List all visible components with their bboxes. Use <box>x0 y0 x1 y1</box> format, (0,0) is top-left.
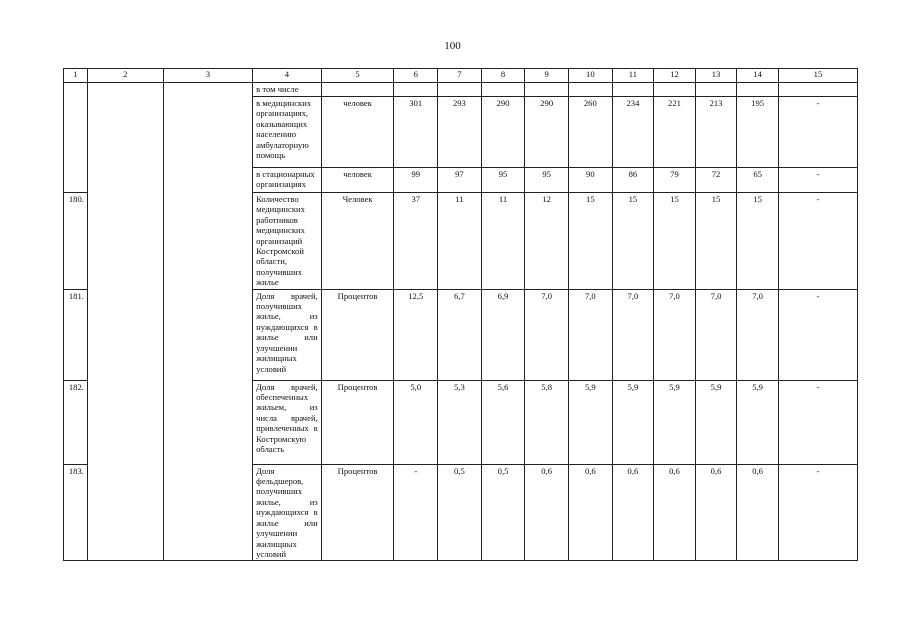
empty-cell <box>87 289 163 380</box>
column-header: 7 <box>438 69 482 83</box>
value-cell: 5,8 <box>525 380 569 464</box>
value-cell <box>525 83 569 97</box>
page-number: 100 <box>444 40 461 52</box>
value-cell: 7,0 <box>654 289 696 380</box>
value-cell: 260 <box>569 97 613 168</box>
value-cell: - <box>394 464 438 561</box>
empty-cell <box>87 168 163 193</box>
value-cell: 15 <box>695 193 737 290</box>
unit-cell: Процентов <box>321 380 394 464</box>
column-header: 9 <box>525 69 569 83</box>
column-header: 8 <box>481 69 525 83</box>
empty-cell <box>163 83 252 97</box>
row-number-cell <box>64 97 88 168</box>
value-cell: 290 <box>525 97 569 168</box>
column-header: 13 <box>695 69 737 83</box>
indicator-cell: Доля врачей, обеспеченных жильем, из числа врачей, привлеченных в Костромскую область <box>253 380 322 464</box>
indicators-table <box>63 68 858 561</box>
col15-cell: - <box>778 193 857 290</box>
empty-cell <box>87 464 163 561</box>
value-cell: 12,5 <box>394 289 438 380</box>
indicator-cell: Доля фельдшеров, получивших жилье, из нуждающихся в жилье или улучшении жилищных условий <box>253 464 322 561</box>
value-cell: 7,0 <box>525 289 569 380</box>
value-cell: 0,5 <box>481 464 525 561</box>
indicator-cell: Доля врачей, получивших жилье, из нуждающихся в жилье или улучшении жилищных условий <box>253 289 322 380</box>
empty-cell <box>163 464 252 561</box>
value-cell: 11 <box>481 193 525 290</box>
value-cell <box>438 83 482 97</box>
value-cell: 7,0 <box>737 289 779 380</box>
empty-cell <box>163 97 252 168</box>
value-cell: 5,9 <box>737 380 779 464</box>
indicator-cell: в медицинских организациях, оказывающих населению амбулаторную помощь <box>253 97 322 168</box>
empty-cell <box>87 193 163 290</box>
col15-cell: - <box>778 464 857 561</box>
col15-cell <box>778 83 857 97</box>
value-cell: 65 <box>737 168 779 193</box>
table-row <box>64 289 858 380</box>
value-cell: 0,6 <box>612 464 654 561</box>
table-row <box>64 97 858 168</box>
column-header: 4 <box>253 69 322 83</box>
unit-cell: Человек <box>321 193 394 290</box>
value-cell: 213 <box>695 97 737 168</box>
col15-cell: - <box>778 168 857 193</box>
value-cell: 0,6 <box>654 464 696 561</box>
value-cell: 7,0 <box>695 289 737 380</box>
value-cell <box>695 83 737 97</box>
column-header: 1 <box>64 69 88 83</box>
value-cell <box>481 83 525 97</box>
value-cell: 12 <box>525 193 569 290</box>
value-cell: 5,9 <box>695 380 737 464</box>
unit-cell: Процентов <box>321 289 394 380</box>
value-cell: 5,3 <box>438 380 482 464</box>
value-cell: 0,6 <box>525 464 569 561</box>
row-number-cell <box>64 168 88 193</box>
empty-cell <box>87 380 163 464</box>
value-cell: 11 <box>438 193 482 290</box>
empty-cell <box>163 193 252 290</box>
indicator-cell: Количество медицинских работников медицинских организаций Костромской области, получивших жилье <box>253 193 322 290</box>
value-cell: 7,0 <box>612 289 654 380</box>
value-cell: 90 <box>569 168 613 193</box>
value-cell: 15 <box>612 193 654 290</box>
indicator-cell: в стационарных организациях <box>253 168 322 193</box>
value-cell: 86 <box>612 168 654 193</box>
column-header: 2 <box>87 69 163 83</box>
column-header: 15 <box>778 69 857 83</box>
column-header: 12 <box>654 69 696 83</box>
value-cell: 95 <box>525 168 569 193</box>
value-cell: 293 <box>438 97 482 168</box>
value-cell <box>654 83 696 97</box>
value-cell: 37 <box>394 193 438 290</box>
value-cell: 15 <box>654 193 696 290</box>
value-cell: 221 <box>654 97 696 168</box>
column-number-header-row <box>64 69 858 83</box>
unit-cell: Процентов <box>321 464 394 561</box>
column-header: 10 <box>569 69 613 83</box>
col15-cell: - <box>778 97 857 168</box>
empty-cell <box>87 83 163 97</box>
row-number-cell: 182. <box>64 380 88 464</box>
unit-cell <box>321 83 394 97</box>
column-header: 3 <box>163 69 252 83</box>
table-row <box>64 83 858 97</box>
table-row <box>64 193 858 290</box>
value-cell <box>394 83 438 97</box>
empty-cell <box>163 380 252 464</box>
value-cell: 15 <box>569 193 613 290</box>
table-row <box>64 380 858 464</box>
row-number-cell <box>64 83 88 97</box>
value-cell: 290 <box>481 97 525 168</box>
value-cell: 5,6 <box>481 380 525 464</box>
value-cell: 0,6 <box>695 464 737 561</box>
value-cell: 5,0 <box>394 380 438 464</box>
value-cell: 95 <box>481 168 525 193</box>
empty-cell <box>163 289 252 380</box>
unit-cell: человек <box>321 97 394 168</box>
value-cell: 0,5 <box>438 464 482 561</box>
value-cell: 79 <box>654 168 696 193</box>
value-cell: 301 <box>394 97 438 168</box>
value-cell: 72 <box>695 168 737 193</box>
empty-cell <box>87 97 163 168</box>
column-header: 11 <box>612 69 654 83</box>
value-cell <box>737 83 779 97</box>
row-number-cell: 181. <box>64 289 88 380</box>
value-cell: 234 <box>612 97 654 168</box>
value-cell: 6,7 <box>438 289 482 380</box>
value-cell: 195 <box>737 97 779 168</box>
col15-cell: - <box>778 289 857 380</box>
value-cell: 99 <box>394 168 438 193</box>
value-cell <box>612 83 654 97</box>
column-header: 14 <box>737 69 779 83</box>
column-header: 6 <box>394 69 438 83</box>
col15-cell: - <box>778 380 857 464</box>
value-cell: 15 <box>737 193 779 290</box>
value-cell: 5,9 <box>612 380 654 464</box>
value-cell: 5,9 <box>654 380 696 464</box>
row-number-cell: 180. <box>64 193 88 290</box>
value-cell: 6,9 <box>481 289 525 380</box>
value-cell <box>569 83 613 97</box>
empty-cell <box>163 168 252 193</box>
table-row <box>64 168 858 193</box>
indicator-cell: в том числе <box>253 83 322 97</box>
value-cell: 7,0 <box>569 289 613 380</box>
row-number-cell: 183. <box>64 464 88 561</box>
unit-cell: человек <box>321 168 394 193</box>
value-cell: 0,6 <box>569 464 613 561</box>
column-header: 5 <box>321 69 394 83</box>
table-row <box>64 464 858 561</box>
value-cell: 0,6 <box>737 464 779 561</box>
value-cell: 97 <box>438 168 482 193</box>
value-cell: 5,9 <box>569 380 613 464</box>
